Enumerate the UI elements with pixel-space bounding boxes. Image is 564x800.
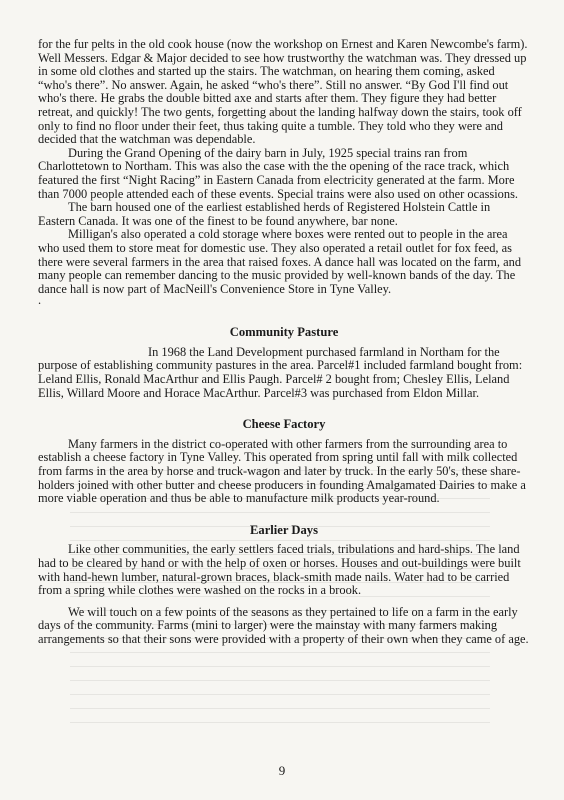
earlier-days-paragraph-2: We will touch on a few points of the seasons as they pertained to life on a farm in the early days of the community. Farms (mini to larger) were the mainstay with many farmers making arrangements so that their sons were provided with a property of their own when they came of age. (38, 604, 529, 646)
intro-paragraph-2: During the Grand Opening of the dairy barn in July, 1925 special trains ran from Charlottetown to Northam. This was also the case with the the opening of the race track, which featured the first “Night Racing” in Eastern Canada from electricity generated at the farm. More than 7000 people attended each of these events. Special trains were also used on other ocassions. (38, 145, 518, 201)
heading-earlier-days: Earlier Days (250, 522, 318, 537)
document-body (38, 38, 530, 647)
intro-paragraph-1: for the fur pelts in the old cook house (now the workshop on Ernest and Karen Newcombe's farm). Well Messers. Edgar & Major decided to see how trustworthy the watchman was. They dressed up in some old clothes and started up the stairs. The watchman, on hearing them coming, asked “who's there”. No answer. Again, he asked “who's there”. Still no answer. “By God I'll find out who's there. He grabs the double bitted axe and starts after them. They figure they had better retreat, and quickly! The two gents, forgetting about the landing halfway down the stairs, took off only to find no floor under their feet, thus taking quite a tumble. They told who they were and decided that the watchman was dependable. (38, 37, 528, 147)
heading-community-pasture: Community Pasture (229, 325, 339, 340)
intro-paragraph-3: The barn housed one of the earliest established herds of Registered Holstein Cattle in Eastern Canada. It was one of the finest to be found anywhere, bar none. (38, 200, 491, 228)
stray-mark: . (38, 293, 42, 308)
heading-cheese-factory: Cheese Factory (242, 417, 326, 432)
cheese-factory-paragraph: Many farmers in the district co-operated with other farmers from the surrounding area to establish a cheese factory in Tyne Valley. This operated from spring until fall with milk collected from farms in the area by horse and truck-wagon and later by truck. In the early 50's, these share-holders joined with other butter and cheese producers in founding Amalgamated Dairies to make a more viable operation and thus be able to manufacture milk products year-round. (38, 436, 526, 506)
page-number: 9 (278, 763, 286, 778)
earlier-days-paragraph-1: Like other communities, the early settlers faced trials, tribulations and hard-ships. The land had to be cleared by hand or with the help of oxen or horses. Houses and out-buildings were built with hand-hewn lumber, natural-grown braces, black-smith made nails. Water had to be carried from a spring while clothes were washed on the rocks in a brook. (38, 542, 521, 598)
intro-paragraph-4: Milligan's also operated a cold storage where boxes were rented out to people in the area who used them to store meat for domestic use. They also operated a retail outlet for fox feed, as there were several farmers in the area that raised foxes. A dance hall was located on the farm, and many people can remember dancing to the music provided by well-known bands of the day. The dance hall is now part of MacNeill's Convenience Store in Tyne Valley. (38, 227, 522, 296)
community-pasture-paragraph: In 1968 the Land Development purchased farmland in Northam for the purpose of establishing community pastures in the area. Parcel#1 included farmland bought from: Leland Ellis, Ronald MacArthur and Ellis Paugh. Parcel# 2 bought from; Chesley Ellis, Leland Ellis, Willard Moore and Horace MacArthur. Parcel#3 was purchased from Eldon Millar. (38, 344, 523, 400)
